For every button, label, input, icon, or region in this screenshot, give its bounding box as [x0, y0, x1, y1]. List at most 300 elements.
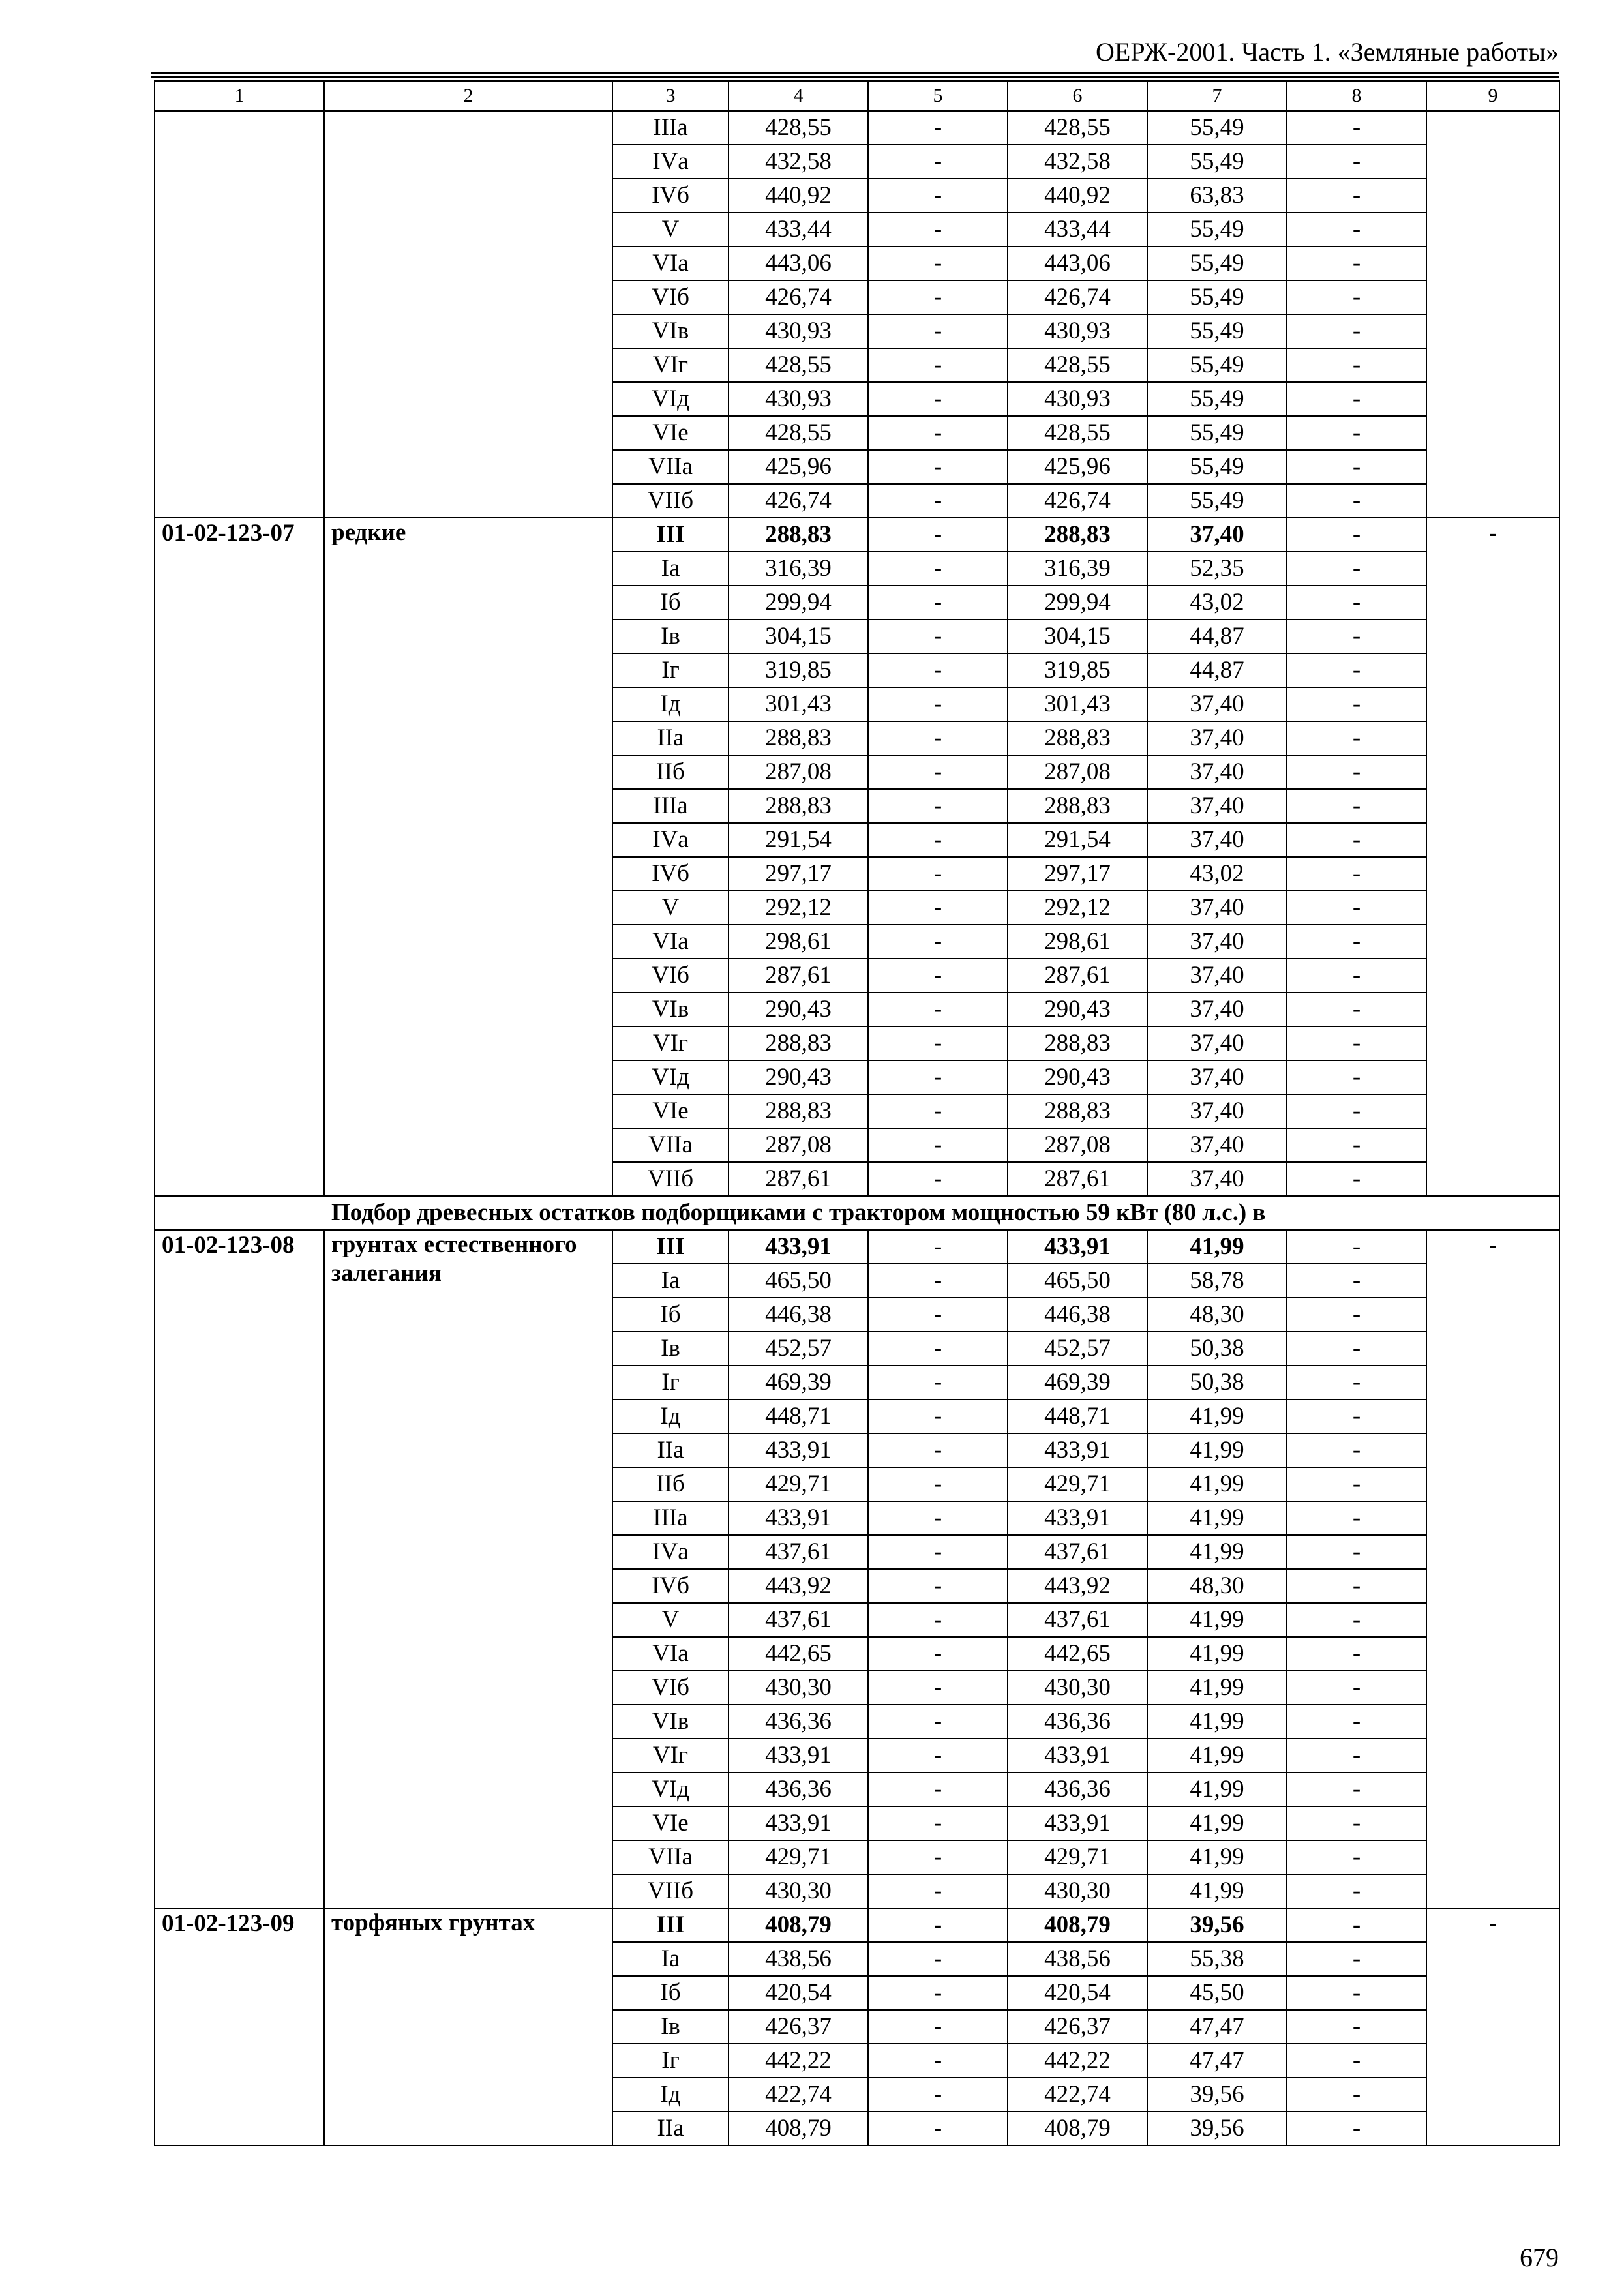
table-cell: 292,12	[1008, 891, 1147, 925]
table-cell: -	[868, 1603, 1008, 1637]
table-cell: -	[868, 993, 1008, 1026]
table-cell: -	[868, 1908, 1008, 1942]
table-cell: 433,91	[1008, 1230, 1147, 1264]
table-cell: -	[1287, 789, 1426, 823]
table-cell: III	[612, 518, 729, 552]
table-cell: VIг	[612, 1026, 729, 1060]
table-cell: -	[868, 1298, 1008, 1332]
table-cell: VIг	[612, 348, 729, 382]
table-cell: 426,74	[1008, 484, 1147, 518]
table-cell: -	[868, 1739, 1008, 1773]
table-cell: III	[612, 1908, 729, 1942]
table-cell: 63,83	[1147, 179, 1287, 213]
table-cell: -	[868, 1128, 1008, 1162]
table-cell: -	[868, 1535, 1008, 1569]
table-cell: -	[868, 1501, 1008, 1535]
table-cell: VIд	[612, 1060, 729, 1094]
table-cell: 452,57	[1008, 1332, 1147, 1366]
table-cell: 39,56	[1147, 2078, 1287, 2112]
table-cell: IVа	[612, 1535, 729, 1569]
column-number-cell: 6	[1008, 81, 1147, 111]
table-cell: -	[868, 959, 1008, 993]
table-cell: -	[1287, 416, 1426, 450]
table-cell: -	[868, 1874, 1008, 1908]
section-title-row	[155, 1196, 1559, 1230]
table-cell: 290,43	[729, 993, 868, 1026]
table-cell: Iб	[612, 1298, 729, 1332]
table-cell: -	[1287, 1908, 1426, 1942]
table-cell: 41,99	[1147, 1874, 1287, 1908]
table-cell: -	[868, 348, 1008, 382]
table-cell: -	[1287, 755, 1426, 789]
table-cell: 41,99	[1147, 1806, 1287, 1840]
table-cell: -	[868, 755, 1008, 789]
table-cell: 428,55	[729, 111, 868, 145]
table-cell: -	[1287, 620, 1426, 653]
table-cell: 55,49	[1147, 280, 1287, 314]
table-cell: -	[1287, 1535, 1426, 1569]
table-cell: 465,50	[729, 1264, 868, 1298]
table-cell: 37,40	[1147, 993, 1287, 1026]
table-cell: 37,40	[1147, 789, 1287, 823]
table-cell: 48,30	[1147, 1569, 1287, 1603]
table-cell: 37,40	[1147, 1128, 1287, 1162]
table-cell: 37,40	[1147, 755, 1287, 789]
table-cell: -	[868, 1976, 1008, 2010]
table-cell: 469,39	[729, 1366, 868, 1399]
table-cell: VIб	[612, 280, 729, 314]
table-cell: VIе	[612, 416, 729, 450]
table-cell: 437,61	[729, 1603, 868, 1637]
rate-name-cell: грунтах естественного залегания	[324, 1230, 612, 1908]
table-cell: 55,49	[1147, 416, 1287, 450]
table-cell: VIIб	[612, 1162, 729, 1196]
table-cell: 290,43	[1008, 993, 1147, 1026]
table-cell: -	[1287, 857, 1426, 891]
table-cell: VIа	[612, 925, 729, 959]
table-cell: 443,92	[729, 1569, 868, 1603]
table-cell: 288,83	[729, 518, 868, 552]
column-number-cell: 5	[868, 81, 1008, 111]
table-cell: -	[1287, 1840, 1426, 1874]
table-cell: -	[868, 1705, 1008, 1739]
table-cell: VIб	[612, 1671, 729, 1705]
table-cell: VIа	[612, 247, 729, 280]
table-cell: 437,61	[1008, 1535, 1147, 1569]
table-cell: 288,83	[1008, 789, 1147, 823]
table-cell: 442,65	[1008, 1637, 1147, 1671]
rate-name-cell: редкие	[324, 518, 612, 1196]
table-cell: 288,83	[1008, 1026, 1147, 1060]
table-cell: -	[868, 450, 1008, 484]
table-cell: 465,50	[1008, 1264, 1147, 1298]
table-cell: 426,37	[729, 2010, 868, 2044]
table-cell: -	[868, 1366, 1008, 1399]
table-cell: 55,49	[1147, 213, 1287, 247]
table-cell: Iб	[612, 1976, 729, 2010]
column-9-cell: -	[1426, 1230, 1559, 1908]
rate-name-cell: торфяных грунтах	[324, 1908, 612, 2146]
table-row	[155, 111, 1559, 145]
table-cell: 55,49	[1147, 348, 1287, 382]
table-cell: -	[1287, 1603, 1426, 1637]
table-cell: VIе	[612, 1094, 729, 1128]
table-cell: Iд	[612, 2078, 729, 2112]
table-cell: 297,17	[729, 857, 868, 891]
table-cell: 37,40	[1147, 518, 1287, 552]
table-cell: 433,91	[1008, 1739, 1147, 1773]
column-numbers-row	[155, 81, 1559, 111]
table-cell: -	[868, 1433, 1008, 1467]
table-cell: 41,99	[1147, 1535, 1287, 1569]
table-cell: 47,47	[1147, 2044, 1287, 2078]
table-cell: -	[868, 145, 1008, 179]
table-cell: 428,55	[729, 416, 868, 450]
table-cell: -	[868, 552, 1008, 586]
table-cell: -	[868, 687, 1008, 721]
table-cell: 41,99	[1147, 1467, 1287, 1501]
table-cell: 429,71	[729, 1467, 868, 1501]
table-cell: 55,49	[1147, 247, 1287, 280]
table-cell: 430,30	[729, 1874, 868, 1908]
table-cell: 55,38	[1147, 1942, 1287, 1976]
table-cell: 433,44	[1008, 213, 1147, 247]
header-double-rule	[151, 72, 1559, 78]
table-cell: VIд	[612, 382, 729, 416]
table-cell: 290,43	[1008, 1060, 1147, 1094]
table-cell: -	[1287, 1399, 1426, 1433]
table-cell: -	[868, 1230, 1008, 1264]
table-cell: 304,15	[1008, 620, 1147, 653]
table-cell: 288,83	[729, 1094, 868, 1128]
table-cell: -	[1287, 2044, 1426, 2078]
table-cell: 436,36	[1008, 1705, 1147, 1739]
column-9-cell	[1426, 111, 1559, 518]
table-cell: -	[868, 1773, 1008, 1806]
table-cell: -	[1287, 1433, 1426, 1467]
table-cell: 41,99	[1147, 1739, 1287, 1773]
table-cell: 287,61	[1008, 1162, 1147, 1196]
table-cell: -	[1287, 518, 1426, 552]
table-cell: -	[1287, 145, 1426, 179]
table-cell: VIб	[612, 959, 729, 993]
table-cell: -	[1287, 382, 1426, 416]
table-cell: 433,91	[1008, 1501, 1147, 1535]
table-cell: 429,71	[1008, 1840, 1147, 1874]
table-cell: Iг	[612, 2044, 729, 2078]
table-cell: -	[868, 518, 1008, 552]
table-cell: IIа	[612, 2112, 729, 2146]
table-cell: 37,40	[1147, 1094, 1287, 1128]
table-cell: 297,17	[1008, 857, 1147, 891]
table-cell: 287,61	[729, 1162, 868, 1196]
table-cell: VIIа	[612, 450, 729, 484]
table-cell: 304,15	[729, 620, 868, 653]
table-cell: 291,54	[1008, 823, 1147, 857]
table-cell: 288,83	[729, 789, 868, 823]
table-cell: 41,99	[1147, 1840, 1287, 1874]
table-cell: 442,22	[1008, 2044, 1147, 2078]
table-cell: -	[868, 789, 1008, 823]
table-cell: -	[868, 213, 1008, 247]
table-cell: -	[868, 586, 1008, 620]
table-cell: 433,91	[1008, 1806, 1147, 1840]
table-cell: 41,99	[1147, 1230, 1287, 1264]
table-cell: 43,02	[1147, 586, 1287, 620]
rate-name-cell	[324, 111, 612, 518]
table-cell: 438,56	[729, 1942, 868, 1976]
table-cell: 432,58	[729, 145, 868, 179]
column-number-cell: 3	[612, 81, 729, 111]
table-cell: -	[1287, 1739, 1426, 1773]
table-cell: -	[868, 2010, 1008, 2044]
table-cell: 287,08	[1008, 755, 1147, 789]
page-number: 679	[1520, 2243, 1559, 2272]
table-cell: 430,93	[1008, 314, 1147, 348]
table-cell: -	[1287, 280, 1426, 314]
table-cell: -	[868, 2078, 1008, 2112]
table-cell: -	[868, 2044, 1008, 2078]
table-cell: -	[1287, 179, 1426, 213]
table-cell: -	[868, 1094, 1008, 1128]
table-cell: -	[868, 653, 1008, 687]
table-cell: III	[612, 1230, 729, 1264]
table-cell: 433,44	[729, 213, 868, 247]
rates-table	[154, 80, 1560, 2146]
table-cell: 288,83	[1008, 1094, 1147, 1128]
table-cell: 45,50	[1147, 1976, 1287, 2010]
table-cell: -	[868, 1840, 1008, 1874]
table-cell: 428,55	[729, 348, 868, 382]
table-cell: 452,57	[729, 1332, 868, 1366]
table-cell: IIа	[612, 721, 729, 755]
table-cell: 436,36	[729, 1773, 868, 1806]
table-cell: 422,74	[1008, 2078, 1147, 2112]
table-cell: -	[1287, 1366, 1426, 1399]
table-cell: 433,91	[729, 1501, 868, 1535]
table-cell: 39,56	[1147, 1908, 1287, 1942]
table-cell: -	[868, 179, 1008, 213]
table-cell: VIв	[612, 993, 729, 1026]
table-cell: -	[1287, 314, 1426, 348]
table-cell: 55,49	[1147, 450, 1287, 484]
table-cell: 430,93	[1008, 382, 1147, 416]
table-cell: -	[1287, 1501, 1426, 1535]
table-cell: 58,78	[1147, 1264, 1287, 1298]
table-cell: 288,83	[1008, 518, 1147, 552]
table-cell: 436,36	[729, 1705, 868, 1739]
table-cell: 41,99	[1147, 1399, 1287, 1433]
table-cell: 319,85	[1008, 653, 1147, 687]
table-cell: 41,99	[1147, 1705, 1287, 1739]
table-cell: -	[868, 1332, 1008, 1366]
table-cell: 37,40	[1147, 1060, 1287, 1094]
table-cell: 430,30	[1008, 1671, 1147, 1705]
table-cell: 44,87	[1147, 653, 1287, 687]
table-cell: 41,99	[1147, 1603, 1287, 1637]
table-row	[155, 1908, 1559, 1942]
table-cell: 37,40	[1147, 721, 1287, 755]
table-cell: 426,74	[729, 280, 868, 314]
table-cell: -	[1287, 1705, 1426, 1739]
table-cell: -	[1287, 1467, 1426, 1501]
table-cell: -	[868, 484, 1008, 518]
table-cell: 430,93	[729, 314, 868, 348]
table-cell: 41,99	[1147, 1501, 1287, 1535]
table-cell: 408,79	[729, 2112, 868, 2146]
table-cell: -	[1287, 111, 1426, 145]
table-cell: -	[1287, 1671, 1426, 1705]
table-cell: VIIа	[612, 1840, 729, 1874]
table-cell: 428,55	[1008, 416, 1147, 450]
table-cell: -	[1287, 1637, 1426, 1671]
table-cell: -	[1287, 1874, 1426, 1908]
table-cell: -	[1287, 2078, 1426, 2112]
table-cell: 433,91	[729, 1739, 868, 1773]
column-number-cell: 4	[729, 81, 868, 111]
table-cell: IVа	[612, 823, 729, 857]
table-cell: -	[1287, 959, 1426, 993]
table-cell: 55,49	[1147, 382, 1287, 416]
table-cell: -	[1287, 247, 1426, 280]
table-cell: 429,71	[1008, 1467, 1147, 1501]
table-cell: 55,49	[1147, 145, 1287, 179]
table-cell: VIг	[612, 1739, 729, 1773]
table-cell: -	[1287, 891, 1426, 925]
table-cell: 298,61	[1008, 925, 1147, 959]
table-cell: -	[1287, 450, 1426, 484]
table-cell: -	[1287, 1332, 1426, 1366]
table-row	[155, 1230, 1559, 1264]
table-cell: Iа	[612, 1264, 729, 1298]
table-cell: -	[1287, 1264, 1426, 1298]
table-cell: 420,54	[1008, 1976, 1147, 2010]
column-number-cell: 2	[324, 81, 612, 111]
table-cell: VIд	[612, 1773, 729, 1806]
table-cell: V	[612, 1603, 729, 1637]
table-cell: -	[868, 416, 1008, 450]
table-cell: 288,83	[729, 1026, 868, 1060]
table-cell: -	[1287, 1026, 1426, 1060]
table-cell: VIв	[612, 314, 729, 348]
table-cell: IIIа	[612, 1501, 729, 1535]
table-cell: IIа	[612, 1433, 729, 1467]
table-cell: 426,37	[1008, 2010, 1147, 2044]
table-cell: 428,55	[1008, 111, 1147, 145]
table-cell: 287,61	[729, 959, 868, 993]
table-cell: 288,83	[729, 721, 868, 755]
table-cell: -	[868, 1264, 1008, 1298]
rate-code-cell: 01-02-123-08	[155, 1230, 324, 1908]
table-cell: 301,43	[729, 687, 868, 721]
table-cell: 298,61	[729, 925, 868, 959]
table-cell: 442,65	[729, 1637, 868, 1671]
table-cell: 440,92	[729, 179, 868, 213]
table-cell: 39,56	[1147, 2112, 1287, 2146]
table-cell: 37,40	[1147, 925, 1287, 959]
table-cell: 408,79	[1008, 2112, 1147, 2146]
table-cell: 287,61	[1008, 959, 1147, 993]
table-cell: Iд	[612, 1399, 729, 1433]
table-cell: VIIб	[612, 1874, 729, 1908]
table-cell: -	[868, 247, 1008, 280]
table-cell: 430,93	[729, 382, 868, 416]
table-cell: -	[1287, 1162, 1426, 1196]
table-cell: -	[1287, 1773, 1426, 1806]
table-cell: -	[1287, 2010, 1426, 2044]
column-number-cell: 1	[155, 81, 324, 111]
table-cell: 408,79	[1008, 1908, 1147, 1942]
rate-code-cell: 01-02-123-09	[155, 1908, 324, 2146]
table-cell: Iа	[612, 1942, 729, 1976]
table-cell: -	[868, 1569, 1008, 1603]
table-cell: 50,38	[1147, 1332, 1287, 1366]
table-cell: 44,87	[1147, 620, 1287, 653]
table-cell: 55,49	[1147, 314, 1287, 348]
table-cell: 443,92	[1008, 1569, 1147, 1603]
table-cell: 41,99	[1147, 1671, 1287, 1705]
table-cell: 55,49	[1147, 484, 1287, 518]
table-cell: -	[1287, 1298, 1426, 1332]
table-cell: 287,08	[729, 755, 868, 789]
table-cell: -	[1287, 1060, 1426, 1094]
table-cell: 438,56	[1008, 1942, 1147, 1976]
table-cell: -	[1287, 653, 1426, 687]
table-cell: 287,08	[729, 1128, 868, 1162]
table-cell: 433,91	[729, 1230, 868, 1264]
table-cell: 291,54	[729, 823, 868, 857]
table-cell: IVб	[612, 179, 729, 213]
table-cell: Iв	[612, 1332, 729, 1366]
table-cell: 422,74	[729, 2078, 868, 2112]
table-cell: 440,92	[1008, 179, 1147, 213]
running-header-title: ОЕРЖ-2001. Часть 1. «Земляные работы»	[1096, 37, 1559, 67]
table-cell: -	[868, 1637, 1008, 1671]
table-cell: -	[1287, 484, 1426, 518]
table-cell: 446,38	[1008, 1298, 1147, 1332]
table-cell: -	[1287, 687, 1426, 721]
table-cell: 55,49	[1147, 111, 1287, 145]
table-cell: -	[868, 857, 1008, 891]
table-cell: Iг	[612, 1366, 729, 1399]
table-cell: 41,99	[1147, 1433, 1287, 1467]
table-cell: 437,61	[1008, 1603, 1147, 1637]
table-cell: -	[1287, 1128, 1426, 1162]
table-cell: 442,22	[729, 2044, 868, 2078]
table-cell: -	[1287, 213, 1426, 247]
section-title: Подбор древесных остатков подборщиками с трактором мощностью 59 кВт (80 л.с.) в	[155, 1196, 1559, 1230]
table-cell: -	[1287, 1569, 1426, 1603]
table-cell: 37,40	[1147, 891, 1287, 925]
table-cell: VIв	[612, 1705, 729, 1739]
table-cell: 432,58	[1008, 145, 1147, 179]
table-cell: 448,71	[1008, 1399, 1147, 1433]
table-cell: -	[1287, 823, 1426, 857]
table-cell: 425,96	[1008, 450, 1147, 484]
table-cell: 37,40	[1147, 959, 1287, 993]
column-9-cell: -	[1426, 518, 1559, 1196]
table-cell: 316,39	[1008, 552, 1147, 586]
table-cell: IVб	[612, 1569, 729, 1603]
table-cell: Iд	[612, 687, 729, 721]
table-cell: V	[612, 891, 729, 925]
table-cell: 428,55	[1008, 348, 1147, 382]
table-cell: 292,12	[729, 891, 868, 925]
table-cell: 433,91	[1008, 1433, 1147, 1467]
table-cell: 37,40	[1147, 1162, 1287, 1196]
table-cell: -	[868, 1806, 1008, 1840]
table-cell: -	[1287, 1230, 1426, 1264]
